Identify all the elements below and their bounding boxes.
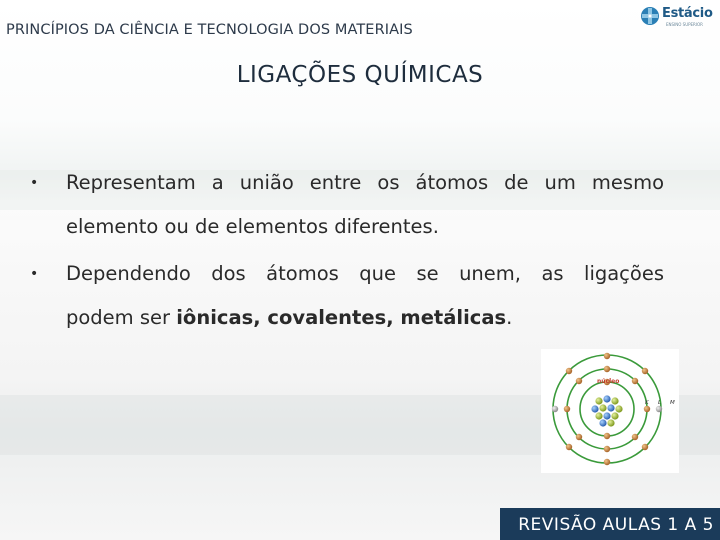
course-title: PRINCÍPIOS DA CIÊNCIA E TECNOLOGIA DOS MATERIAIS	[6, 22, 413, 38]
bullet-line: Dependendo dos átomos que se unem, as ligações	[66, 262, 664, 285]
shell-label-l: L	[658, 400, 662, 406]
atom-icon	[541, 349, 679, 473]
bullet-text: podem ser	[66, 306, 177, 329]
logo-subtext: ENSINO SUPERIOR	[666, 22, 703, 27]
bullet-line: elemento ou de elementos diferentes.	[66, 215, 439, 238]
logo-wordmark: Estácio	[662, 6, 713, 21]
nucleus-label: núcleo	[597, 378, 620, 385]
footer-bar	[500, 508, 720, 540]
bond-types-emphasis: iônicas, covalentes, metálicas	[176, 306, 507, 329]
shell-label-m: M	[670, 400, 675, 406]
bullet-item	[30, 161, 664, 249]
shell-label-k: K	[645, 400, 649, 406]
atom-diagram-image	[541, 349, 679, 473]
bullet-dot: •	[30, 175, 39, 191]
bullet-dot: •	[30, 266, 39, 282]
estacio-logo	[636, 4, 716, 30]
footer-text: REVISÃO AULAS 1 A 5	[518, 515, 714, 535]
logo-mark-icon	[640, 6, 660, 26]
bullet-text: .	[506, 306, 513, 329]
bullet-line: Representam a união entre os átomos de um mesmo	[66, 171, 664, 194]
slide-title: LIGAÇÕES QUÍMICAS	[236, 62, 484, 88]
bullet-item	[30, 252, 664, 340]
bullet-line	[36, 296, 664, 340]
